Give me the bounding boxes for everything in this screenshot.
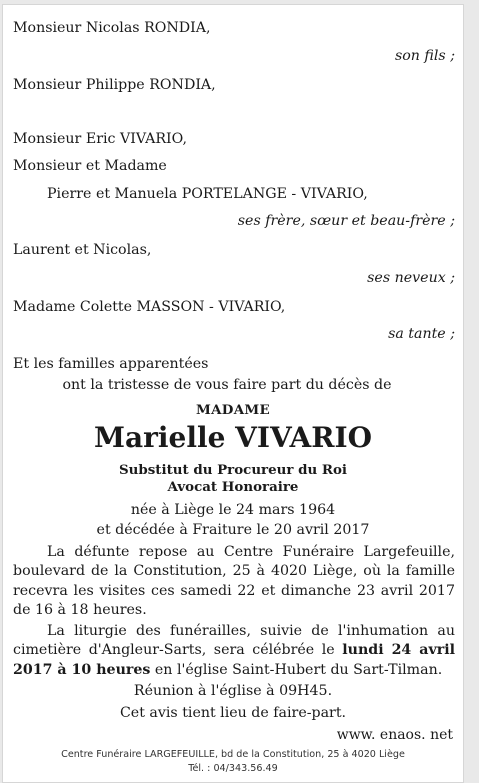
birth-info: née à Liège le 24 mars 1964 [130,502,336,518]
notice-info: Cet avis tient lieu de faire-part. [119,705,347,721]
family-relation: son fils ; [394,48,455,64]
death-notice [2,4,464,783]
family-member-name: Laurent et Nicolas, [13,242,152,258]
funeral-home-address: Centre Funéraire LARGEFEUILLE, bd de la Constitution, 25 à 4020 Liège [61,749,405,760]
repose-paragraph: La défunte repose au Centre Funéraire Largefeuille, boulevard de la Constitution, 25 à 4020 Liège, où la famille recevra les visites ces samedi 22 et dimanche 23 avril 2017 de 16 à 18 heures. [13,544,455,619]
family-member-name: Monsieur et Madame [13,158,167,174]
family-member-name: Pierre et Manuela PORTELANGE - VIVARIO, [47,186,368,202]
family-member-name: Madame Colette MASSON - VIVARIO, [13,299,286,315]
deceased-name: Marielle VIVARIO [93,421,373,454]
liturgy-location: en l'église Saint-Hubert du Sart-Tilman. [150,661,443,678]
family-relation: sa tante ; [388,326,455,342]
family-member-name: Monsieur Eric VIVARIO, [13,131,187,147]
family-relation: ses frère, sœur et beau-frère ; [237,213,455,229]
liturgy-datetime: lundi 24 avril 2017 à 10 heures [13,642,455,678]
deceased-role: Substitut du Procureur du Roi [119,462,347,478]
website-link[interactable]: www. enaos. net [336,727,453,743]
liturgy-text: La liturgie des funérailles, suivie de l'inhumation au cimetière d'Angleur-Sarts, sera célébrée le [13,623,455,659]
death-info: et décédée à Fraiture le 20 avril 2017 [96,522,370,538]
reunion-info: Réunion à l'église à 09H45. [133,683,333,699]
intro-families: Et les familles apparentées [13,356,209,372]
family-member-name: Monsieur Philippe RONDIA, [13,77,216,93]
deceased-title: MADAME [195,402,271,418]
funeral-home-phone: Tél. : 04/343.56.49 [188,763,278,774]
family-member-name: Monsieur Nicolas RONDIA, [13,20,211,36]
family-relation: ses neveux ; [367,270,455,286]
liturgy-paragraph [13,622,455,680]
intro-announcement: ont la tristesse de vous faire part du décès de [62,377,392,393]
deceased-honorary: Avocat Honoraire [167,479,299,495]
